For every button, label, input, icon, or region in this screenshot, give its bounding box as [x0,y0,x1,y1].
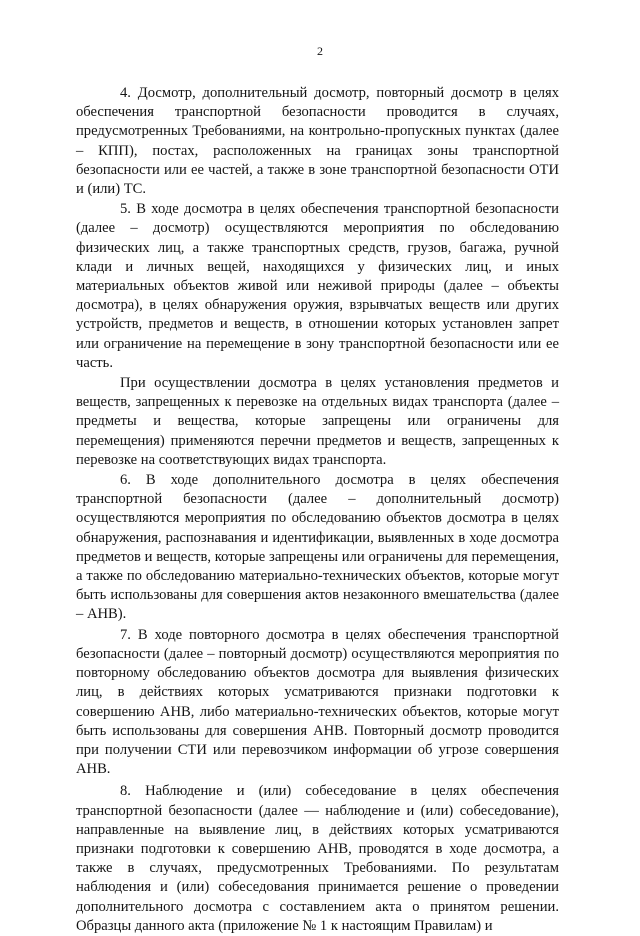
paragraph-prohibited-items: При осуществлении досмотра в целях установления предметов и веществ, запрещенных к перевозке на отдельных видах транспорта (далее – предметы и вещества, которые запрещены или ограничены для перемещения) применяются перечни предметов и веществ, запрещенных к перевозке на соответствующих видах транспорта. [76,375,559,468]
page-number: 2 [317,44,323,58]
paragraph-item-6: 6. В ходе дополнительного досмотра в целях обеспечения транспортной безопасности (далее – дополнительный досмотр) осуществляются мероприятия по обследованию объектов досмотра в целях обнаружения, распознавания и идентификации, выявленных в ходе досмотра предметов и веществ, которые запрещены или ограничены для перемещения, а также по обследованию материально-технических объектов, которые могут быть использованы для совершения актов незаконного вмешательства (далее – АНВ). [76,472,559,623]
paragraph-item-5: 5. В ходе досмотра в целях обеспечения транспортной безопасности (далее – досмотр) осуществляются мероприятия по обследованию физических лиц, а также транспортных средств, грузов, багажа, ручной клади и личных вещей, находящихся у физических лиц, и иных материальных объектов живой или неживой природы (далее – объекты досмотра), в целях обнаружения оружия, взрывчатых веществ или других устройств, предметов и веществ, в отношении которых установлен запрет или ограничение на перемещение в зону транспортной безопасности или ее часть. [76,201,559,371]
paragraph-item-7: 7. В ходе повторного досмотра в целях обеспечения транспортной безопасности (далее – повторный досмотр) осуществляются мероприятия по повторному обследованию объектов досмотра для выявления физических лиц, в действиях которых усматриваются признаки подготовки к совершению АНВ, либо материально-технических объектов, которые могут быть использованы для совершения АНВ. Повторный досмотр проводится при получении СТИ или перевозчиком информации об угрозе совершения АНВ. [76,626,559,778]
paragraph-item-8: 8. Наблюдение и (или) собеседование в целях обеспечения транспортной безопасности (далее — наблюдение и (или) собеседование), направленные на выявление лиц, в действиях которых усматриваются признаки подготовки к совершению АНВ, проводятся в ходе досмотра, а также в случаях, предусмотренных Требованиями. По результатам наблюдения и (или) собеседования принимается решение о проведении дополнительного досмотра с составлением акта о принятом решении. Образцы данного акта (приложение № 1 к настоящим Правилам) и [76,783,559,934]
paragraph-item-4: 4. Досмотр, дополнительный досмотр, повторный досмотр в целях обеспечения транспортной безопасности проводится в случаях, предусмотренных Требованиями, на контрольно-пропускных пунктах (далее – КПП), постах, расположенных на границах зоны транспортной безопасности или ее частей, а также в зоне транспортной безопасности ОТИ и (или) ТС. [76,85,559,198]
document-body [76,84,559,936]
